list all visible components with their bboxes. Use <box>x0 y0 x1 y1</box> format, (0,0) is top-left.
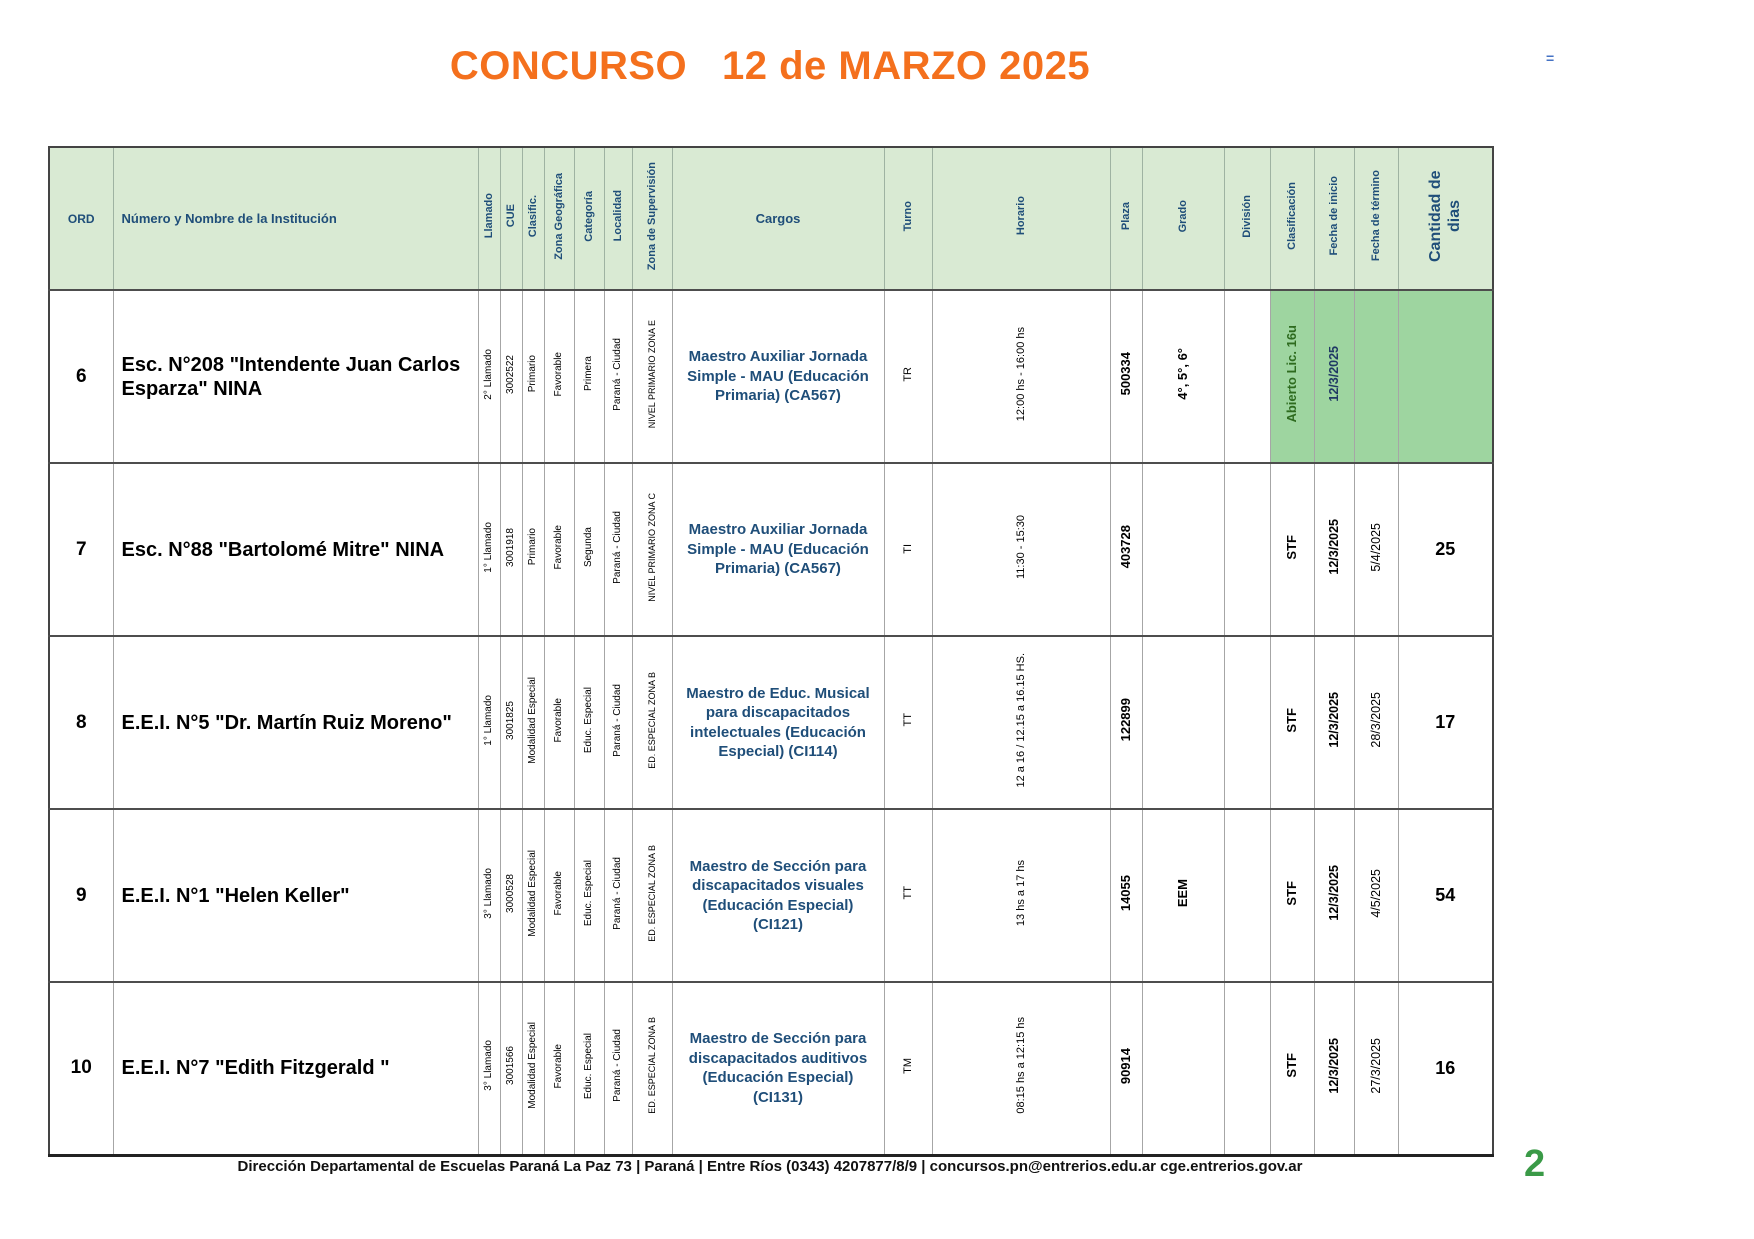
zona-geografica-cell: Favorable <box>544 982 574 1155</box>
clasific-cell: Primario <box>522 463 544 636</box>
localidad-cell: Paraná - Ciudad <box>604 809 632 982</box>
col-header-institucion: Número y Nombre de la Institución <box>113 147 478 290</box>
division-cell <box>1224 809 1270 982</box>
institucion-cell: Esc. N°208 "Intendente Juan Carlos Esparza" NINA <box>113 290 478 463</box>
col-header-localidad: Localidad <box>604 147 632 290</box>
turno-cell: TM <box>884 982 932 1155</box>
fecha-termino-cell: 28/3/2025 <box>1354 636 1398 809</box>
clasificacion-cell: STF <box>1270 982 1314 1155</box>
cantidad-dias-cell <box>1398 290 1493 463</box>
cue-cell: 3002522 <box>500 290 522 463</box>
fecha-inicio-cell: 12/3/2025 <box>1314 463 1354 636</box>
horario-cell: 12:00 hs - 16:00 hs <box>932 290 1110 463</box>
zona-supervision-cell: NIVEL PRIMARIO ZONA C <box>632 463 672 636</box>
plaza-cell: 403728 <box>1110 463 1142 636</box>
turno-cell: TI <box>884 463 932 636</box>
cargos-cell: Maestro Auxiliar Jornada Simple - MAU (Educación Primaria) (CA567) <box>672 463 884 636</box>
turno-cell: TT <box>884 809 932 982</box>
clasificacion-cell: STF <box>1270 636 1314 809</box>
col-header-llamado: Llamado <box>478 147 500 290</box>
horario-cell: 11:30 - 15:30 <box>932 463 1110 636</box>
col-header-plaza: Plaza <box>1110 147 1142 290</box>
col-header-zona-supervision: Zona de Supervisión <box>632 147 672 290</box>
zona-geografica-cell: Favorable <box>544 809 574 982</box>
categoria-cell: Educ. Especial <box>574 809 604 982</box>
fecha-inicio-cell: 12/3/2025 <box>1314 290 1354 463</box>
institucion-cell: Esc. N°88 "Bartolomé Mitre" NINA <box>113 463 478 636</box>
llamado-cell: 3° Llamado <box>478 809 500 982</box>
division-cell <box>1224 463 1270 636</box>
corner-mark: = <box>1546 50 1555 66</box>
col-header-horario: Horario <box>932 147 1110 290</box>
fecha-inicio-cell: 12/3/2025 <box>1314 636 1354 809</box>
page-number: 2 <box>1524 1143 1546 1185</box>
footer-text: Dirección Departamental de Escuelas Paraná La Paz 73 | Paraná | Entre Ríos (0343) 4207877/8/9 | concursos.pn@entrerios.edu.ar cge.entrerios.gov.ar <box>237 1158 1303 1175</box>
col-header-cargos: Cargos <box>672 147 884 290</box>
clasific-cell: Primario <box>522 290 544 463</box>
institucion-cell: E.E.I. N°5 "Dr. Martín Ruiz Moreno" <box>113 636 478 809</box>
cantidad-dias-cell: 16 <box>1398 982 1493 1155</box>
division-cell <box>1224 636 1270 809</box>
localidad-cell: Paraná - Ciudad <box>604 463 632 636</box>
categoria-cell: Segunda <box>574 463 604 636</box>
horario-cell: 12 a 16 / 12.15 a 16.15 HS. <box>932 636 1110 809</box>
grado-cell: EEM <box>1142 809 1224 982</box>
llamado-cell: 1° Llamado <box>478 463 500 636</box>
turno-cell: TT <box>884 636 932 809</box>
division-cell <box>1224 982 1270 1155</box>
cargos-cell: Maestro de Sección para discapacitados auditivos (Educación Especial) (CI131) <box>672 982 884 1155</box>
cargos-cell: Maestro Auxiliar Jornada Simple - MAU (Educación Primaria) (CA567) <box>672 290 884 463</box>
plaza-cell: 500334 <box>1110 290 1142 463</box>
cargos-cell: Maestro de Sección para discapacitados visuales (Educación Especial) (CI121) <box>672 809 884 982</box>
localidad-cell: Paraná - Ciudad <box>604 982 632 1155</box>
col-header-clasific: Clasific. <box>522 147 544 290</box>
cantidad-dias-cell: 54 <box>1398 809 1493 982</box>
table-row <box>49 982 1493 1155</box>
ord-cell: 6 <box>49 290 113 463</box>
col-header-cue: CUE <box>500 147 522 290</box>
cue-cell: 3001825 <box>500 636 522 809</box>
turno-cell: TR <box>884 290 932 463</box>
zona-geografica-cell: Favorable <box>544 636 574 809</box>
page-title: CONCURSO 12 de MARZO 2025 <box>449 44 1091 88</box>
cantidad-dias-cell: 25 <box>1398 463 1493 636</box>
col-header-cantidad-dias: Cantidad de dias <box>1398 147 1493 290</box>
cue-cell: 3000528 <box>500 809 522 982</box>
zona-geografica-cell: Favorable <box>544 290 574 463</box>
col-header-zona-geografica: Zona Geográfica <box>544 147 574 290</box>
plaza-cell: 122899 <box>1110 636 1142 809</box>
grado-cell: 4°, 5°, 6° <box>1142 290 1224 463</box>
zona-geografica-cell: Favorable <box>544 463 574 636</box>
cargos-cell: Maestro de Educ. Musical para discapacitados intelectuales (Educación Especial) (CI114) <box>672 636 884 809</box>
institucion-cell: E.E.I. N°7 "Edith Fitzgerald " <box>113 982 478 1155</box>
fecha-termino-cell <box>1354 290 1398 463</box>
zona-supervision-cell: ED. ESPECIAL ZONA B <box>632 809 672 982</box>
col-header-fecha-inicio: Fecha de inicio <box>1314 147 1354 290</box>
zona-supervision-cell: ED. ESPECIAL ZONA B <box>632 982 672 1155</box>
fecha-termino-cell: 5/4/2025 <box>1354 463 1398 636</box>
plaza-cell: 90914 <box>1110 982 1142 1155</box>
clasific-cell: Modalidad Especial <box>522 809 544 982</box>
localidad-cell: Paraná - Ciudad <box>604 290 632 463</box>
col-header-fecha-termino: Fecha de término <box>1354 147 1398 290</box>
zona-supervision-cell: ED. ESPECIAL ZONA B <box>632 636 672 809</box>
cantidad-dias-cell: 17 <box>1398 636 1493 809</box>
clasific-cell: Modalidad Especial <box>522 636 544 809</box>
fecha-inicio-cell: 12/3/2025 <box>1314 809 1354 982</box>
clasificacion-cell: STF <box>1270 809 1314 982</box>
grado-cell <box>1142 982 1224 1155</box>
fecha-inicio-cell: 12/3/2025 <box>1314 982 1354 1155</box>
categoria-cell: Educ. Especial <box>574 982 604 1155</box>
zona-supervision-cell: NIVEL PRIMARIO ZONA E <box>632 290 672 463</box>
horario-cell: 08:15 hs a 12:15 hs <box>932 982 1110 1155</box>
fecha-termino-cell: 4/5/2025 <box>1354 809 1398 982</box>
llamado-cell: 3° Llamado <box>478 982 500 1155</box>
col-header-grado: Grado <box>1142 147 1224 290</box>
institucion-cell: E.E.I. N°1 "Helen Keller" <box>113 809 478 982</box>
table-row <box>49 636 1493 809</box>
fecha-termino-cell: 27/3/2025 <box>1354 982 1398 1155</box>
categoria-cell: Primera <box>574 290 604 463</box>
ord-cell: 9 <box>49 809 113 982</box>
col-header-clasificacion: Clasificación <box>1270 147 1314 290</box>
table-row <box>49 290 1493 463</box>
col-header-division: División <box>1224 147 1270 290</box>
col-header-categoria: Categoría <box>574 147 604 290</box>
categoria-cell: Educ. Especial <box>574 636 604 809</box>
col-header-turno: Turno <box>884 147 932 290</box>
ord-cell: 10 <box>49 982 113 1155</box>
llamado-cell: 2° Llamado <box>478 290 500 463</box>
horario-cell: 13 hs a 17 hs <box>932 809 1110 982</box>
cue-cell: 3001918 <box>500 463 522 636</box>
table-row <box>49 463 1493 636</box>
col-header-ord: ORD <box>49 147 113 290</box>
clasific-cell: Modalidad Especial <box>522 982 544 1155</box>
table-row <box>49 809 1493 982</box>
cue-cell: 3001566 <box>500 982 522 1155</box>
llamado-cell: 1° Llamado <box>478 636 500 809</box>
clasificacion-cell: Abierto Lic. 16u <box>1270 290 1314 463</box>
plaza-cell: 14055 <box>1110 809 1142 982</box>
ord-cell: 7 <box>49 463 113 636</box>
ord-cell: 8 <box>49 636 113 809</box>
grado-cell <box>1142 636 1224 809</box>
clasificacion-cell: STF <box>1270 463 1314 636</box>
localidad-cell: Paraná - Ciudad <box>604 636 632 809</box>
concurso-table <box>48 146 1492 1157</box>
table-header-row <box>49 147 1493 290</box>
grado-cell <box>1142 463 1224 636</box>
division-cell <box>1224 290 1270 463</box>
